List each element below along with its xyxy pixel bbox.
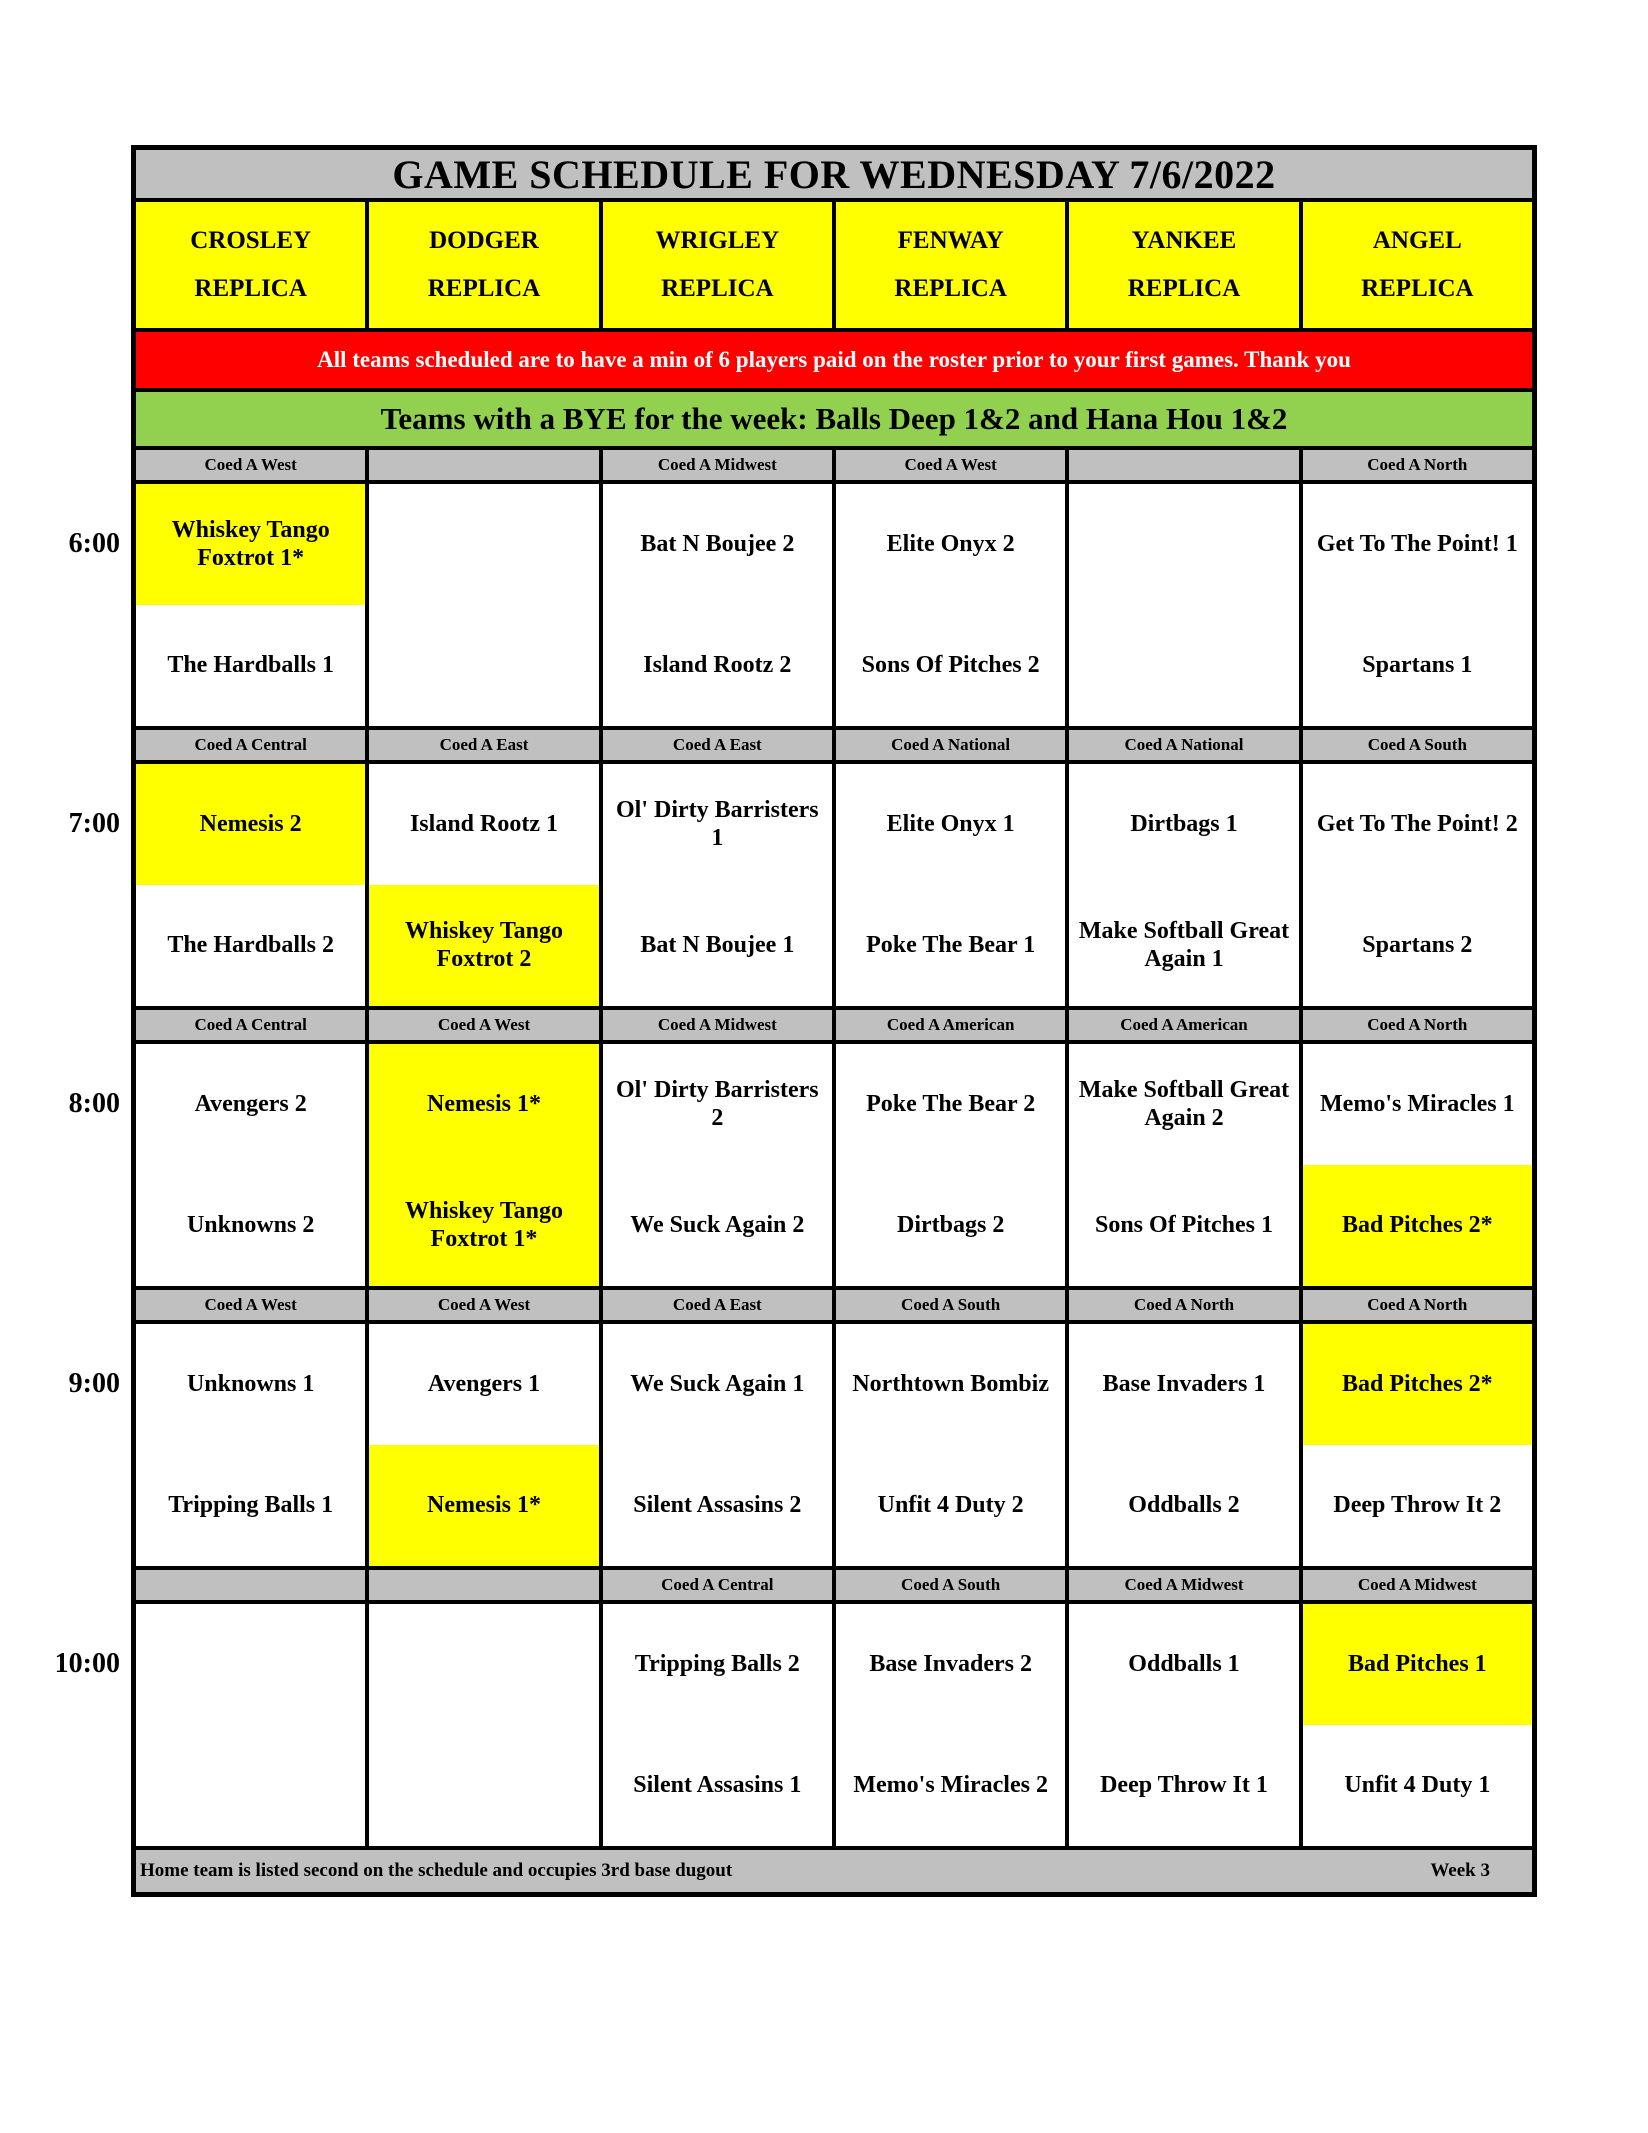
division-header: Coed A Midwest [1303, 1570, 1532, 1600]
division-header: Coed A Central [603, 1570, 832, 1600]
game-cell [136, 484, 365, 726]
field-kind: REPLICA [194, 274, 307, 302]
division-header: Coed A National [1069, 730, 1298, 760]
away-team: Northtown Bombiz [852, 1370, 1049, 1397]
field-name: WRIGLEY [655, 227, 780, 255]
home-team: Poke The Bear 1 [866, 931, 1036, 958]
division-header: Coed A Central [136, 730, 365, 760]
away-team: Elite Onyx 1 [886, 810, 1015, 837]
game-cell [836, 484, 1065, 726]
field-kind: REPLICA [661, 274, 774, 302]
game-cell [1303, 764, 1532, 1006]
home-team [369, 605, 598, 726]
division-header [1069, 450, 1298, 480]
home-team: Make Softball Great Again 1 [1078, 917, 1290, 972]
field-kind: REPLICA [1127, 274, 1241, 302]
division-header: Coed A West [836, 450, 1065, 480]
home-team: Spartans 1 [1362, 651, 1473, 678]
away-team: Bad Pitches 1 [1303, 1604, 1532, 1725]
division-header: Coed A West [369, 1010, 598, 1040]
away-team: Tripping Balls 2 [634, 1650, 800, 1677]
game-cell [836, 1604, 1065, 1846]
home-team: Tripping Balls 1 [168, 1491, 334, 1518]
time-label-700: 7:00 [68, 808, 120, 839]
field-kind: REPLICA [1361, 274, 1474, 302]
division-row-600 [136, 450, 1532, 480]
away-team: Ol' Dirty Barristers 2 [616, 1076, 819, 1131]
games-row-600 [136, 484, 1532, 726]
games-row-1000 [136, 1604, 1532, 1846]
game-cell [1303, 1044, 1532, 1286]
game-cell [1069, 1604, 1298, 1846]
home-team [1069, 605, 1298, 726]
time-label-600: 6:00 [68, 528, 120, 559]
division-header [369, 450, 598, 480]
game-cell [369, 1324, 598, 1566]
field-kind: REPLICA [427, 274, 541, 302]
games-row-800 [136, 1044, 1532, 1286]
away-team: Island Rootz 1 [409, 810, 558, 837]
division-header: Coed A South [836, 1570, 1065, 1600]
division-header [369, 1570, 598, 1600]
division-header: Coed A West [369, 1290, 598, 1320]
game-cell [136, 1044, 365, 1286]
division-header [136, 1570, 365, 1600]
division-header: Coed A Midwest [603, 1010, 832, 1040]
away-team: Memo's Miracles 1 [1320, 1090, 1515, 1117]
division-header: Coed A Midwest [1069, 1570, 1298, 1600]
game-cell [1069, 764, 1298, 1006]
game-cell [1303, 1604, 1532, 1846]
field-name: DODGER [429, 227, 539, 255]
home-team: Deep Throw It 1 [1100, 1771, 1268, 1798]
away-team: Get To The Point! 1 [1316, 530, 1518, 557]
game-cell [1303, 484, 1532, 726]
roster-notice-banner: All teams scheduled are to have a min of 6 players paid on the roster prior to your first games. Thank you [136, 332, 1532, 388]
field-header-angel [1303, 202, 1532, 328]
field-kind: REPLICA [894, 274, 1007, 302]
away-team: Oddballs 1 [1128, 1650, 1240, 1677]
game-cell [136, 1604, 365, 1846]
home-team: Spartans 2 [1362, 931, 1473, 958]
game-cell [836, 764, 1065, 1006]
game-cell [603, 1044, 832, 1286]
away-team: Unknowns 1 [186, 1370, 315, 1397]
home-team: Dirtbags 2 [896, 1211, 1005, 1238]
division-row-800 [136, 1010, 1532, 1040]
away-team: Whiskey Tango Foxtrot 1* [136, 484, 365, 605]
home-team: Whiskey Tango Foxtrot 1* [369, 1165, 598, 1286]
away-team: Poke The Bear 2 [866, 1090, 1036, 1117]
field-header-row [136, 202, 1532, 328]
game-cell [1069, 1324, 1298, 1566]
schedule-table [131, 145, 1537, 1897]
home-team: We Suck Again 2 [630, 1211, 805, 1238]
away-team: Dirtbags 1 [1130, 810, 1238, 837]
field-header-yankee [1069, 202, 1298, 328]
game-cell [603, 484, 832, 726]
away-team: Elite Onyx 2 [886, 530, 1015, 557]
game-cell [369, 484, 598, 726]
home-team: Memo's Miracles 2 [853, 1771, 1048, 1798]
away-team: Bat N Boujee 2 [640, 530, 795, 557]
division-header: Coed A South [836, 1290, 1065, 1320]
field-header-dodger [369, 202, 598, 328]
time-label-900: 9:00 [68, 1368, 120, 1399]
home-team: Unfit 4 Duty 1 [1344, 1771, 1491, 1798]
away-team [1069, 484, 1298, 605]
game-cell [1303, 1324, 1532, 1566]
home-team: Sons Of Pitches 1 [1094, 1211, 1273, 1238]
game-cell [369, 1044, 598, 1286]
division-header: Coed A East [603, 1290, 832, 1320]
away-team: Bad Pitches 2* [1303, 1324, 1532, 1445]
division-header: Coed A West [136, 1290, 365, 1320]
away-team: Make Softball Great Again 2 [1078, 1076, 1290, 1131]
division-header: Coed A West [136, 450, 365, 480]
away-team: Base Invaders 2 [869, 1650, 1032, 1677]
division-header: Coed A North [1303, 450, 1532, 480]
game-cell [1069, 484, 1298, 726]
home-team: Unfit 4 Duty 2 [877, 1491, 1024, 1518]
division-header: Coed A North [1303, 1290, 1532, 1320]
away-team: Nemesis 2 [136, 764, 365, 885]
game-cell [136, 1324, 365, 1566]
home-team: Whiskey Tango Foxtrot 2 [369, 885, 598, 1006]
division-header: Coed A Midwest [603, 450, 832, 480]
home-team: Island Rootz 2 [643, 651, 792, 678]
home-team: Bad Pitches 2* [1303, 1165, 1532, 1286]
home-team: Silent Assasins 2 [633, 1491, 802, 1518]
away-team: Avengers 2 [194, 1090, 307, 1117]
home-team: Oddballs 2 [1128, 1491, 1240, 1518]
game-cell [369, 764, 598, 1006]
division-header: Coed A American [836, 1010, 1065, 1040]
field-header-fenway [836, 202, 1065, 328]
game-cell [603, 764, 832, 1006]
away-team: Base Invaders 1 [1102, 1370, 1266, 1397]
division-header: Coed A North [1303, 1010, 1532, 1040]
division-row-900 [136, 1290, 1532, 1320]
away-team: Avengers 1 [427, 1370, 541, 1397]
field-header-crosley [136, 202, 365, 328]
field-name: FENWAY [897, 227, 1004, 255]
games-row-700 [136, 764, 1532, 1006]
away-team [369, 1604, 598, 1725]
field-name: YANKEE [1131, 227, 1237, 255]
division-header: Coed A South [1303, 730, 1532, 760]
division-header: Coed A American [1069, 1010, 1298, 1040]
footer-note: Home team is listed second on the schedule and occupies 3rd base dugout [140, 1860, 733, 1881]
game-cell [136, 764, 365, 1006]
page-title: GAME SCHEDULE FOR WEDNESDAY 7/6/2022 [136, 150, 1532, 198]
footer-row [136, 1850, 1532, 1892]
week-badge: Week 3 [1430, 1860, 1490, 1881]
home-team: Deep Throw It 2 [1333, 1491, 1502, 1518]
home-team: Unknowns 2 [186, 1211, 315, 1238]
home-team: Silent Assasins 1 [633, 1771, 802, 1798]
field-header-wrigley [603, 202, 832, 328]
games-row-900 [136, 1324, 1532, 1566]
home-team: The Hardballs 1 [167, 651, 335, 678]
division-header: Coed A East [603, 730, 832, 760]
home-team: Nemesis 1* [369, 1445, 598, 1566]
division-header: Coed A North [1069, 1290, 1298, 1320]
home-team: Sons Of Pitches 2 [861, 651, 1040, 678]
away-team: We Suck Again 1 [630, 1370, 805, 1397]
home-team: Bat N Boujee 1 [640, 931, 795, 958]
game-cell [603, 1604, 832, 1846]
field-name: ANGEL [1372, 227, 1462, 255]
away-team [369, 484, 598, 605]
home-team: The Hardballs 2 [167, 931, 335, 958]
game-cell [836, 1324, 1065, 1566]
bye-notice-banner: Teams with a BYE for the week: Balls Deep 1&2 and Hana Hou 1&2 [136, 392, 1532, 446]
game-cell [1069, 1044, 1298, 1286]
away-team [136, 1604, 365, 1725]
field-name: CROSLEY [190, 227, 312, 255]
division-header: Coed A Central [136, 1010, 365, 1040]
game-cell [836, 1044, 1065, 1286]
division-row-700 [136, 730, 1532, 760]
division-header: Coed A National [836, 730, 1065, 760]
division-header: Coed A East [369, 730, 598, 760]
time-label-800: 8:00 [68, 1088, 120, 1119]
time-label-1000: 10:00 [54, 1648, 120, 1679]
game-cell [603, 1324, 832, 1566]
game-cell [369, 1604, 598, 1846]
away-team: Ol' Dirty Barristers 1 [616, 796, 819, 851]
away-team: Nemesis 1* [369, 1044, 598, 1165]
home-team [369, 1725, 598, 1846]
division-row-1000 [136, 1570, 1532, 1600]
home-team [136, 1725, 365, 1846]
away-team: Get To The Point! 2 [1316, 810, 1518, 837]
